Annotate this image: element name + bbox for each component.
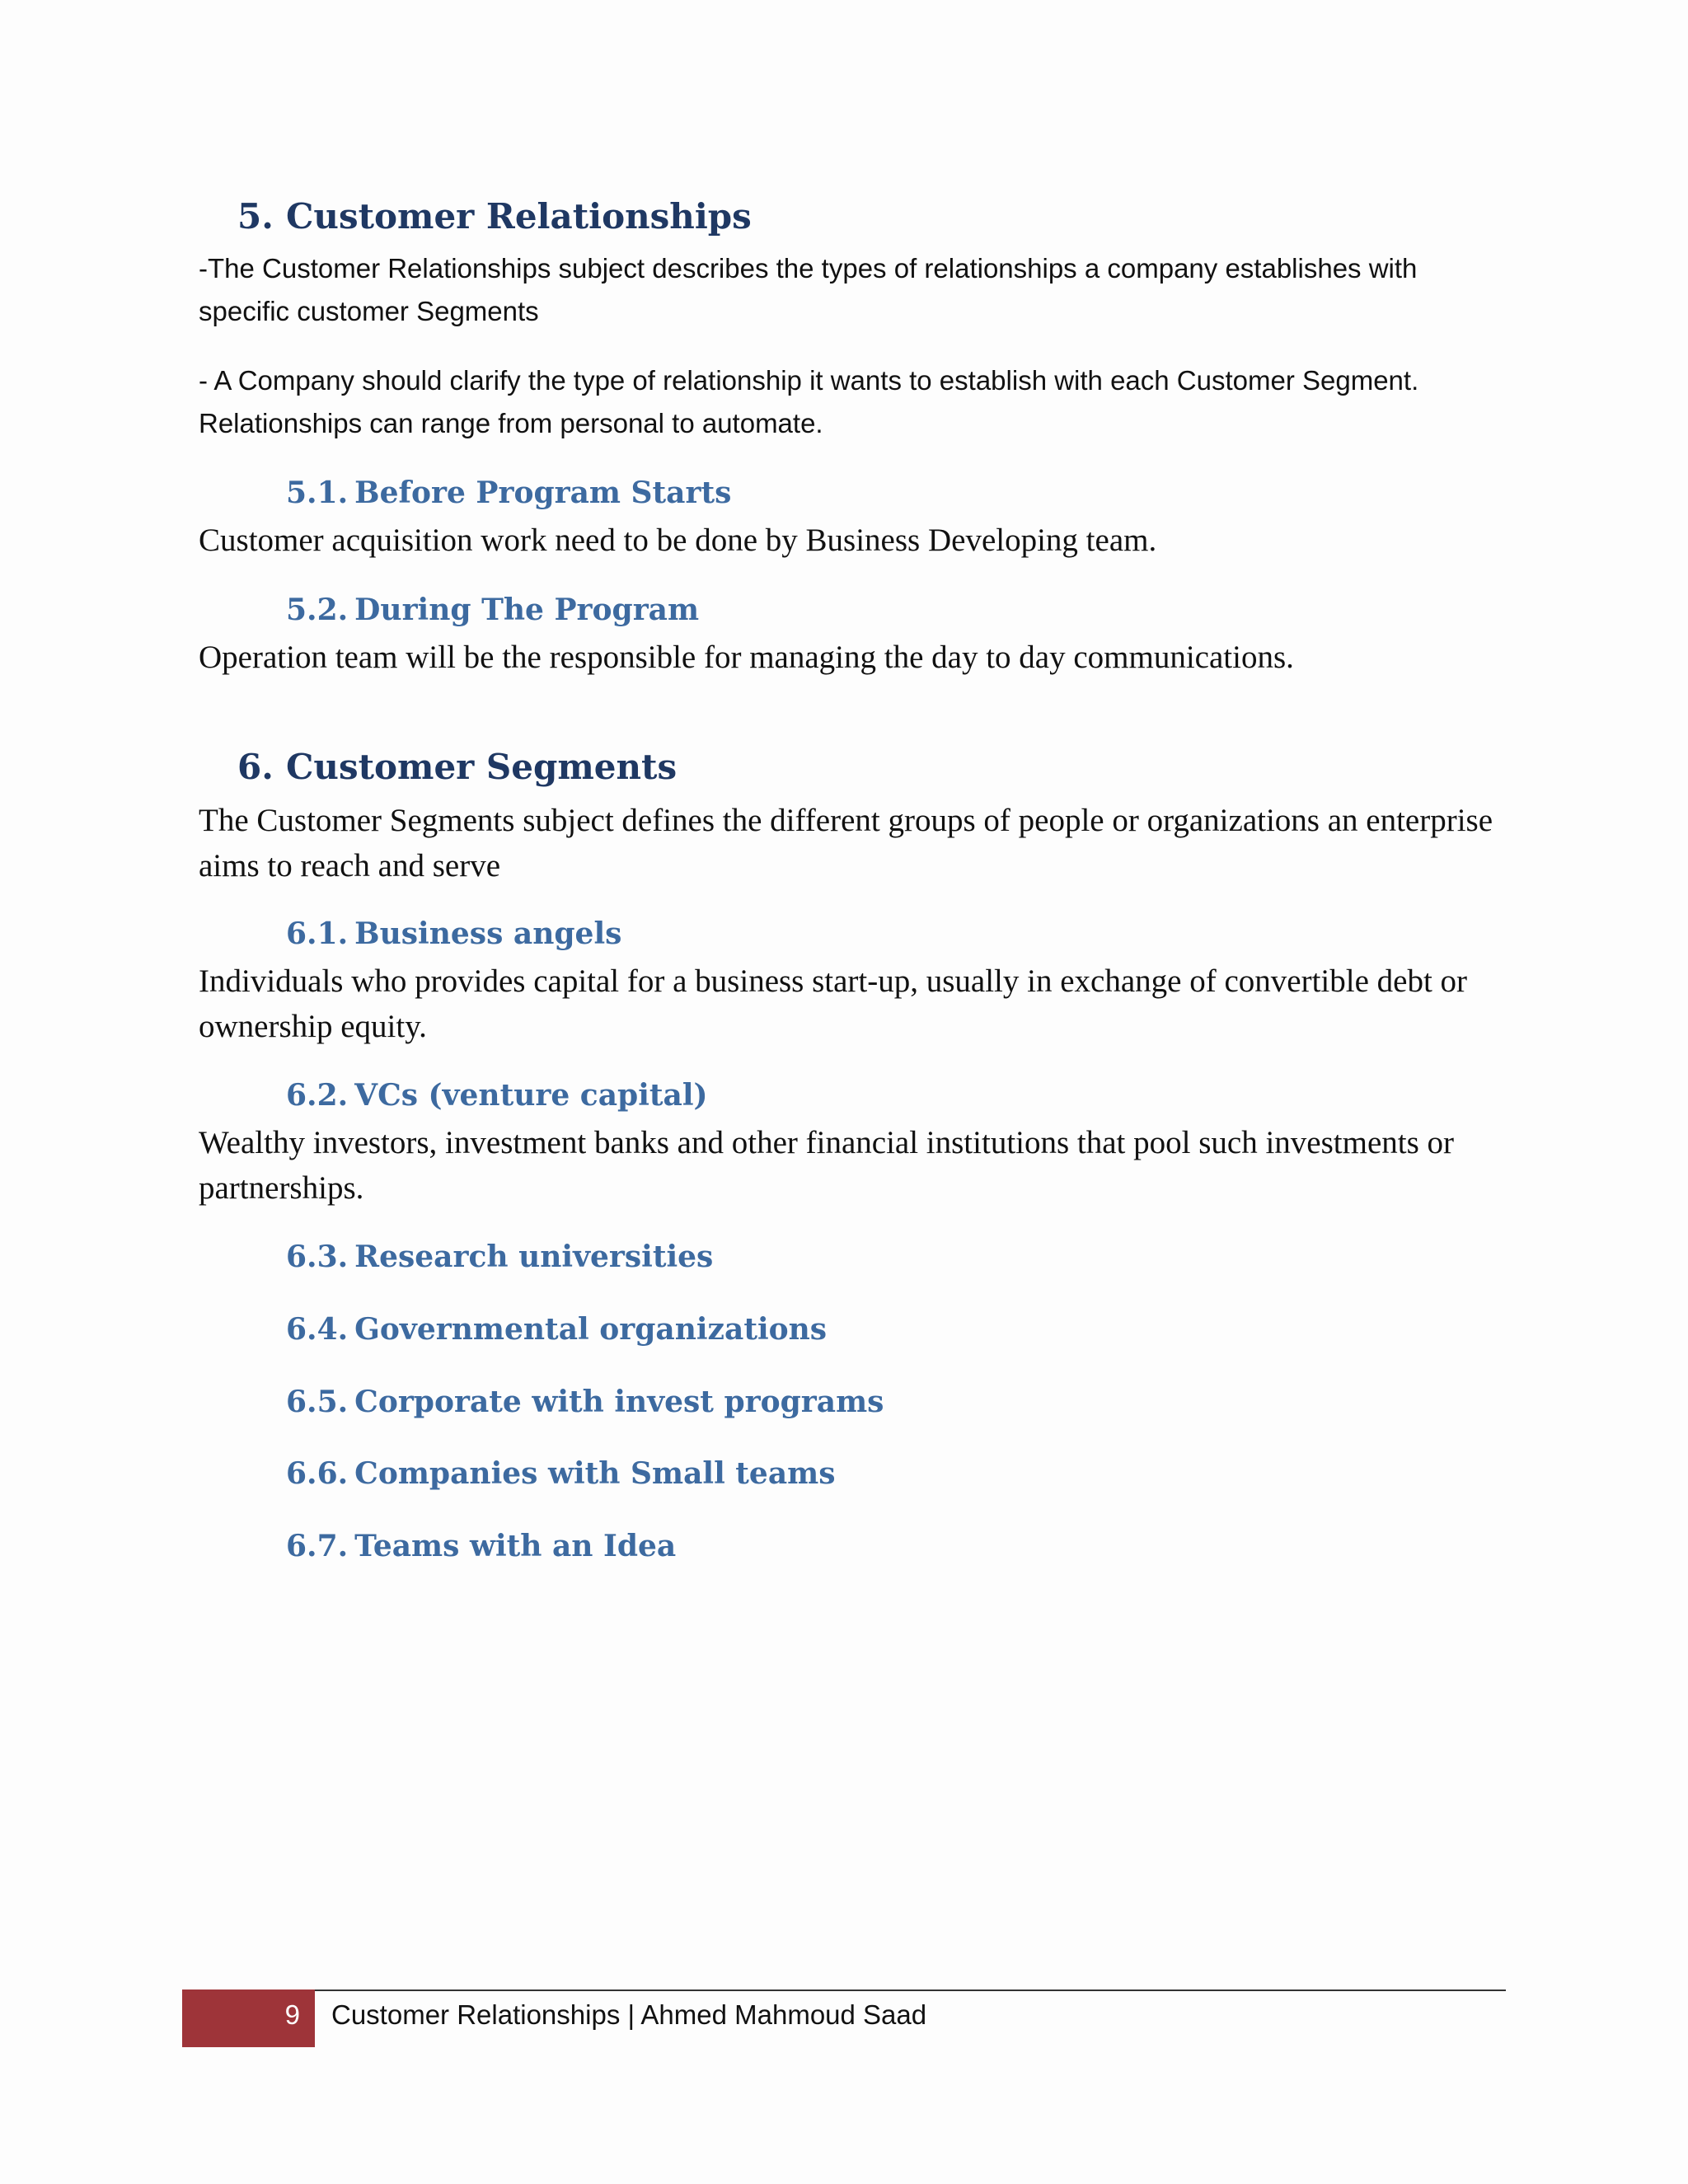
subsection-6-2-heading bbox=[286, 1078, 708, 1113]
subsection-6-2-title: VCs (venture capital) bbox=[354, 1078, 708, 1113]
subsection-6-6-heading bbox=[286, 1456, 836, 1491]
subsection-6-5-number: 6.5. bbox=[286, 1385, 349, 1419]
subsection-5-2-number: 5.2. bbox=[286, 593, 349, 627]
subsection-6-6-title: Companies with Small teams bbox=[354, 1456, 836, 1491]
footer-page-number: 9 bbox=[284, 1999, 300, 2030]
subsection-6-7-title: Teams with an Idea bbox=[354, 1529, 677, 1563]
subsection-6-1-number: 6.1. bbox=[286, 916, 349, 951]
subsection-6-4-title: Governmental organizations bbox=[354, 1312, 828, 1347]
subsection-6-1-heading bbox=[286, 916, 621, 951]
subsection-6-2-body: Wealthy investors, investment banks and other financial institutions that pool such investments or partnerships. bbox=[199, 1125, 1455, 1206]
footer-page-number-box bbox=[182, 1990, 315, 2047]
subsection-5-1-body: Customer acquisition work need to be done by Business Developing team. bbox=[199, 523, 1157, 558]
section-6-title: Customer Segments bbox=[286, 747, 678, 787]
section-5-paragraph-2: - A Company should clarify the type of relationship it wants to establish with each Customer Segment. Relationships can range from personal to automate. bbox=[199, 365, 1419, 438]
subsection-6-3-title: Research universities bbox=[354, 1240, 714, 1274]
subsection-6-4-number: 6.4. bbox=[286, 1312, 349, 1347]
subsection-5-2-heading bbox=[286, 593, 699, 627]
subsection-6-7-number: 6.7. bbox=[286, 1529, 349, 1563]
footer-divider bbox=[315, 1990, 1506, 1991]
subsection-6-1-body: Individuals who provides capital for a business start-up, usually in exchange of convertible debt or ownership equity. bbox=[199, 963, 1468, 1044]
section-5-number: 5. bbox=[237, 196, 274, 237]
footer-text: Customer Relationships | Ahmed Mahmoud Saad bbox=[331, 1999, 927, 2030]
subsection-6-2-number: 6.2. bbox=[286, 1078, 349, 1113]
subsection-6-7-heading bbox=[286, 1529, 676, 1563]
subsection-5-1-number: 5.1. bbox=[286, 476, 349, 510]
subsection-6-3-heading bbox=[286, 1240, 713, 1274]
section-6-intro: The Customer Segments subject defines the different groups of people or organizations an enterprise aims to reach and serve bbox=[199, 803, 1493, 883]
section-6-number: 6. bbox=[237, 747, 274, 787]
section-6-heading bbox=[237, 747, 677, 787]
subsection-6-6-number: 6.6. bbox=[286, 1456, 349, 1491]
subsection-5-1-title: Before Program Starts bbox=[354, 476, 732, 510]
subsection-6-4-heading bbox=[286, 1312, 827, 1347]
subsection-5-2-title: During The Program bbox=[354, 593, 700, 627]
subsection-5-2-body: Operation team will be the responsible for managing the day to day communications. bbox=[199, 640, 1294, 675]
subsection-6-3-number: 6.3. bbox=[286, 1240, 349, 1274]
section-5-paragraph-1: -The Customer Relationships subject describes the types of relationships a company establishes with specific customer Segments bbox=[199, 253, 1418, 326]
section-5-heading bbox=[237, 196, 752, 237]
subsection-5-1-heading bbox=[286, 476, 731, 510]
subsection-6-1-title: Business angels bbox=[354, 916, 622, 951]
section-5-title: Customer Relationships bbox=[286, 196, 752, 237]
subsection-6-5-heading bbox=[286, 1385, 884, 1419]
subsection-6-5-title: Corporate with invest programs bbox=[354, 1385, 884, 1419]
